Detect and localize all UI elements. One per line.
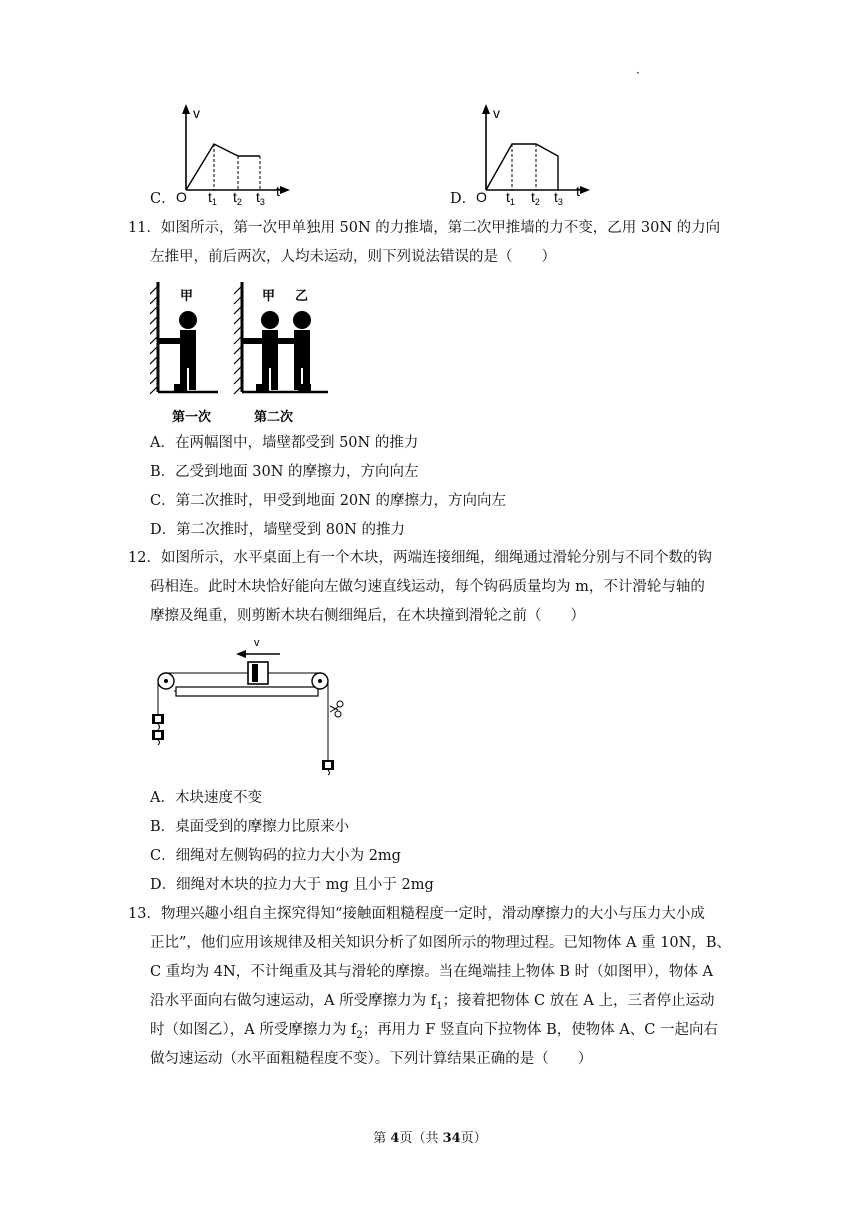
fig-caption-first: 第一次: [172, 409, 212, 424]
fig-label-jia-1: 甲: [180, 288, 194, 303]
q12-figure: [148, 634, 363, 779]
q12-stem-line3: 摩擦及绳重，则剪断木块右侧细绳后，在木块撞到滑轮之前（ ）: [150, 608, 585, 624]
fig-label-jia-2: 甲: [262, 288, 276, 303]
q13-stem-line3: C 重均为 4N，不计绳重及其与滑轮的摩擦。当在绳端挂上物体 B 时（如图甲），物体 A: [150, 964, 713, 980]
q13-stem-line6: 做匀速运动（水平面粗糙程度不变）。下列计算结果正确的是（ ）: [150, 1051, 593, 1067]
q12-option-d: D．细绳对木块的拉力大于 mg 且小于 2mg: [150, 877, 434, 893]
q13-stem-line1: 13．物理兴趣小组自主探究得知“接触面粗糙程度一定时，滑动摩擦力的大小与压力大小成: [128, 906, 705, 922]
q11-figure: [150, 278, 340, 428]
graph-d-v-label: v: [493, 105, 500, 121]
fig-caption-second: 第二次: [254, 409, 294, 424]
q12-stem-line2: 码相连。此时木块恰好能向左做匀速直线运动，每个钩码质量均为 m，不计滑轮与轴的: [150, 579, 705, 595]
graph-c-v-label: v: [193, 105, 200, 121]
graph-d-o-label: O: [476, 189, 487, 205]
graph-d-t1-label: $t_1$: [506, 189, 515, 205]
q13-stem-line5: 时（如图乙），A 所受摩擦力为 $f_2$；再用力 F 竖直向下拉物体 B，使物体 A、C 一起向右: [150, 1022, 719, 1041]
q12-option-c: C．细绳对左侧钩码的拉力大小为 2mg: [150, 848, 401, 864]
graph-d-t2-label: $t_2$: [531, 189, 540, 205]
q12-stem-line1: 12．如图所示，水平桌面上有一个木块，两端连接细绳，细绳通过滑轮分别与不同个数的钩: [128, 550, 712, 566]
q11-option-a: A．在两幅图中，墙壁都受到 50N 的推力: [150, 435, 419, 451]
q10-option-d-label: D．: [450, 191, 477, 207]
graph-c-t3-label: $t_3$: [256, 189, 265, 205]
fig-label-yi: 乙: [295, 288, 309, 303]
q11-option-c: C．第二次推时，甲受到地面 20N 的摩擦力，方向向左: [150, 493, 506, 509]
q12-option-a: A．木块速度不变: [150, 790, 262, 806]
q10-graph-c: [168, 100, 298, 205]
graph-c-o-label: O: [176, 189, 187, 205]
q13-stem-line4: 沿水平面向右做匀速运动，A 所受摩擦力为 $f_1$；接着把物体 C 放在 A 上，三者停止运动: [150, 993, 715, 1012]
q11-stem-line2: 左推甲，前后两次，人均未运动，则下列说法错误的是（ ）: [150, 249, 556, 265]
q10-graph-d: [468, 100, 598, 205]
page-footer: 第 4页（共 34页）: [373, 1131, 487, 1146]
q13-stem-line2: 正比”，他们应用该规律及相关知识分析了如图所示的物理过程。已知物体 A 重 10N，B、: [150, 935, 732, 951]
graph-c-t2-label: $t_2$: [233, 189, 242, 205]
graph-d-t3-label: $t_3$: [554, 189, 563, 205]
q10-option-c-label: C．: [150, 191, 176, 207]
q11-stem-line1: 11．如图所示，第一次甲单独用 50N 的力推墙，第二次甲推墙的力不变，乙用 30N 的力向: [128, 220, 721, 236]
graph-c-t1-label: $t_1$: [208, 189, 217, 205]
fig-velocity-label: v: [254, 637, 260, 649]
q11-option-d: D．第二次推时，墙壁受到 80N 的推力: [150, 522, 405, 538]
top-mark: ·: [636, 66, 640, 80]
q12-option-b: B．桌面受到的摩擦力比原来小: [150, 819, 350, 835]
graph-d-t-axis-label: t: [576, 183, 580, 199]
graph-c-t-axis-label: t: [276, 183, 280, 199]
q11-option-b: B．乙受到地面 30N 的摩擦力，方向向左: [150, 464, 419, 480]
